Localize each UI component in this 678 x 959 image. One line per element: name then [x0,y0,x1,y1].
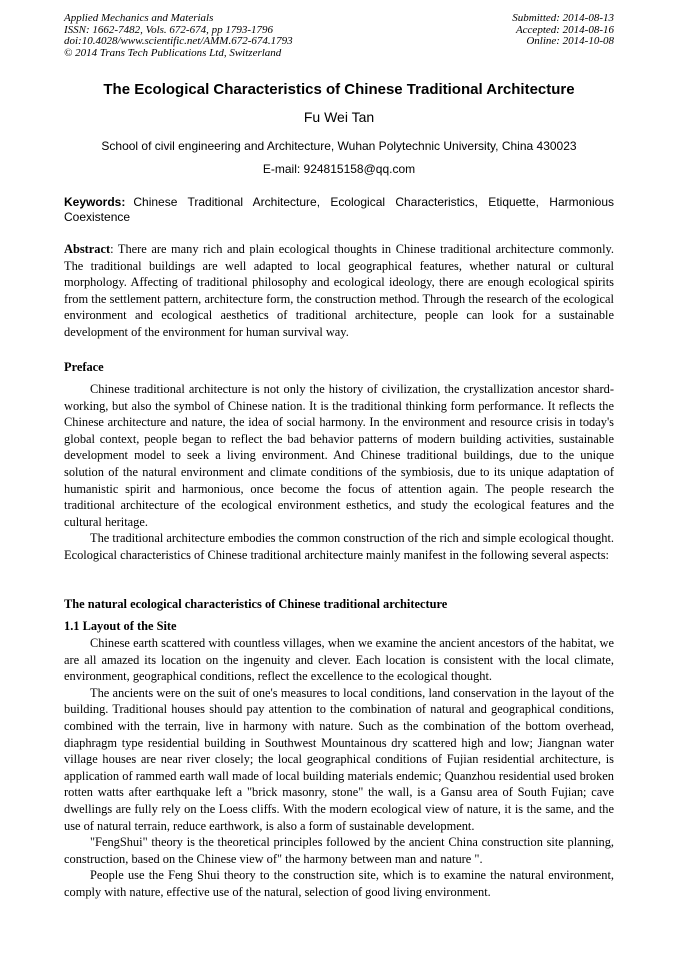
journal-copyright: © 2014 Trans Tech Publications Ltd, Switzerland [64,46,282,59]
subsection-heading: 1.1 Layout of the Site [64,619,177,633]
keywords-text: Chinese Traditional Architecture, Ecological Characteristics, Etiquette, Harmonious Coexistence [64,195,614,224]
body-paragraph: "FengShui" theory is the theoretical principles followed by the ancient China construction site planning, construction, based on the Chinese view of" the harmony between man and nature ". [64,835,614,866]
submitted-date: Submitted: 2014-08-13 [512,12,614,24]
journal-doi: doi:10.4028/www.scientific.net/AMM.672-674.1793 [64,35,293,47]
preface-paragraph: Chinese traditional architecture is not only the history of civilization, the crystallization ancestor shard-working, but also the symbol of Chinese nation. It is the traditional thinking form performance. It reflects the Chinese architecture and nature, the idea of social harmony. In the environment and resource crisis in today's global context, people began to reflect the bad behavior patterns of modern building activities, sustainable development model to seek a living environment. And Chinese traditional buildings, due to the unique solution of the natural environment and climate conditions of the symbiosis, due to its unique adaptation of humanistic spirit and harmonious, once become the focus of attention again. The people research the traditional architecture of the ecological environment esthetics, and study the ecological features and the cultural heritage. [64,382,614,529]
online-date: Online: 2014-10-08 [526,35,614,47]
section-heading: The natural ecological characteristics of Chinese traditional architecture [64,597,448,611]
keywords [64,195,614,225]
body-paragraph: The ancients were on the suit of one's measures to local conditions, land conservation in the layout of the building. Traditional houses should pay attention to the combination of natural and geographical conditions, combined with the terrain, live in harmony with nature. Such as the combination of the bottom overhead, diaphragm type residential building in Southwest Mountainous dry scattered high and low; Jiangnan water village houses are near river closely; the local geographical conditions of Fujian residential architecture, is application of rammed earth wall made of local building materials endemic; Quanzhou residential used broken rotten watts after earthquake left a "brick masonry, stone" the wall, is a Gansu area of South Fujian; cave dwellings are fully rely on the Loess cliffs. With the modern ecological view of nature, it is the same, and the use of natural terrain, reduce earthwork, is also a form of sustainable development. [64,685,614,833]
abstract-text: : There are many rich and plain ecological thoughts in Chinese traditional architecture commonly. The traditional buildings are well adapted to local geographical features, whether natural or cultural morphology. Affecting of traditional philosophy and ecological ideology, there are enough ecological spirits from the settlement pattern, architecture form, the construction method. Through the research of the ecological environment and ecological aesthetics of traditional architecture, people can look for a sustainable development of the environment for human survival way. [64,242,614,339]
body-paragraph: People use the Feng Shui theory to the construction site, which is to examine the natural environment, comply with nature, effective use of the natural, selection of good living environment. [64,868,614,899]
preface-body [64,381,614,564]
author-affiliation: School of civil engineering and Architecture, Wuhan Polytechnic University, China 430023 [101,139,577,153]
journal-issn: ISSN: 1662-7482, Vols. 672-674, pp 1793-1796 [64,23,273,36]
keywords-label: Keywords: [64,195,126,209]
layout-body [64,635,614,901]
journal-name: Applied Mechanics and Materials [64,12,214,24]
preface-heading: Preface [64,360,104,374]
paper-author: Fu Wei Tan [303,109,375,125]
accepted-date: Accepted: 2014-08-16 [515,23,614,36]
abstract-label: Abstract [64,242,111,256]
submission-dates [512,13,614,48]
abstract [64,241,614,341]
author-email: E-mail: 924815158@qq.com [262,162,416,176]
paper-title: The Ecological Characteristics of Chinese Traditional Architecture [103,81,575,98]
journal-header [64,13,293,59]
body-paragraph: Chinese earth scattered with countless villages, when we examine the ancient ancestors of the habitat, we are all amazed its location on the ingenuity and clever. Each location is consistent with the local climate, environment, geographical conditions, reflect the excellence to the ecological thought. [64,636,614,684]
preface-paragraph: The traditional architecture embodies the common construction of the rich and simple ecological thought. Ecological characteristics of Chinese traditional architecture mainly manifest in the following several aspects: [64,531,614,562]
